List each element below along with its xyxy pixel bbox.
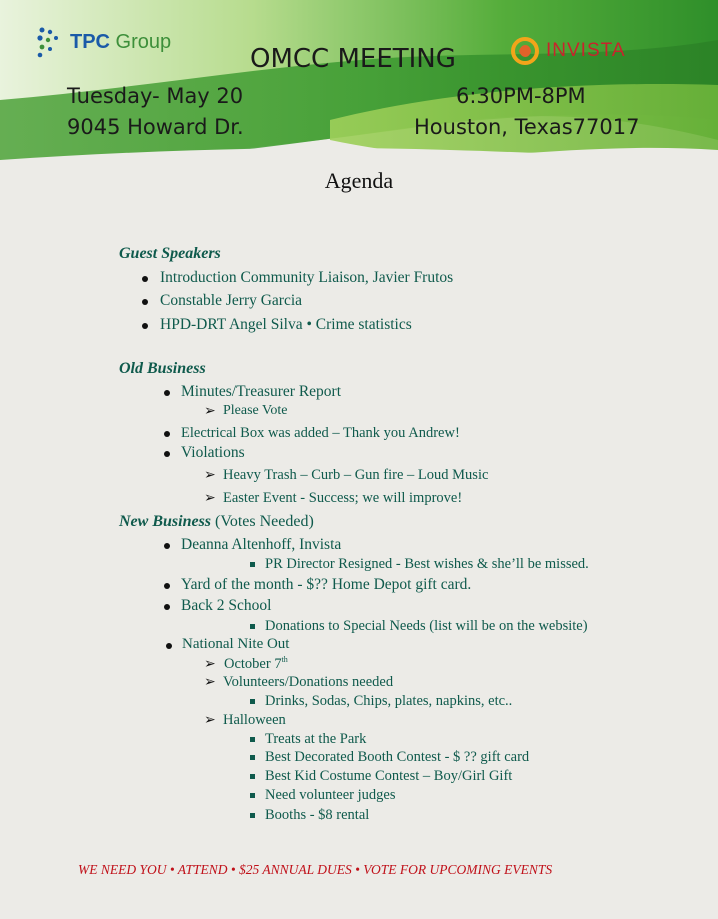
halloween-item-5: Booths - $8 rental [265,807,370,823]
old-business-item-1: Minutes/Treasurer Report [181,383,342,400]
bullet [142,299,148,305]
square-bullet [250,755,255,760]
old-business-subitem-2: Heavy Trash – Curb – Gun fire – Loud Music [223,467,489,483]
new-business-item-4: National Nite Out [182,636,290,652]
new-business-heading: New Business [119,513,212,530]
nite-out-volunteers: Volunteers/Donations needed [223,674,394,690]
tpc-logo-text: Group [110,30,172,53]
square-bullet [250,774,255,779]
arrow-bullet-icon: ➢ [204,712,216,728]
arrow-bullet-icon: ➢ [204,403,216,419]
meeting-address: 9045 Howard Dr. [67,115,244,139]
new-business-subitem-1: PR Director Resigned - Best wishes & she’ll be missed. [265,556,589,572]
meeting-title: OMCC MEETING [250,44,456,74]
square-bullet [250,562,255,567]
bullet [164,543,170,549]
guest-speaker-2: Constable Jerry Garcia [160,292,303,309]
bullet [164,451,170,457]
section-old-business: Old Business [119,360,206,377]
nite-out-supplies: Drinks, Sodas, Chips, plates, napkins, etc.. [265,693,513,709]
old-business-item-2: Electrical Box was added – Thank you Andrew! [181,425,460,441]
new-business-item-3: Back 2 School [181,597,272,614]
arrow-bullet-icon: ➢ [204,490,216,506]
square-bullet [250,699,255,704]
arrow-bullet-icon: ➢ [204,674,216,690]
nite-out-date-text: October 7 [224,655,282,672]
old-business-subitem-3: Easter Event - Success; we will improve! [223,490,463,506]
halloween-item-4: Need volunteer judges [265,787,396,803]
new-business-item-2: Yard of the month - $?? Home Depot gift card. [181,576,472,593]
bullet [142,323,148,329]
new-business-subitem-2: Donations to Special Needs (list will be on the website) [265,618,588,634]
invista-logo [510,36,626,66]
meeting-city: Houston, Texas77017 [414,115,640,139]
bullet [164,431,170,437]
old-business-subitem-1: Please Vote [223,403,288,418]
invista-logo-text: INVISTA [546,40,626,61]
halloween-item-2: Best Decorated Booth Contest - $ ?? gift card [265,749,530,765]
bullet [166,643,172,649]
nite-out-date [224,655,288,673]
old-business-item-3: Violations [181,444,245,461]
square-bullet [250,813,255,818]
tpc-logo-text-bold: TPC [70,30,110,53]
footer-call-to-action: WE NEED YOU • ATTEND • $25 ANNUAL DUES • VOTE FOR UPCOMING EVENTS [78,862,553,877]
halloween-heading: Halloween [223,712,286,728]
bullet [164,583,170,589]
invista-swirl-icon [510,36,540,66]
section-guest-speakers: Guest Speakers [119,245,221,262]
bullet [164,390,170,396]
square-bullet [250,737,255,742]
tpc-dots-icon [36,26,62,58]
meeting-date: Tuesday- May 20 [67,84,244,108]
agenda-heading: Agenda [324,168,394,193]
arrow-bullet-icon: ➢ [204,656,216,672]
square-bullet [250,793,255,798]
halloween-item-3: Best Kid Costume Contest – Boy/Girl Gift [265,768,513,784]
section-new-business [119,513,314,531]
ordinal-suffix: th [281,655,288,664]
new-business-note: (Votes Needed) [211,513,314,530]
tpc-group-logo [36,26,171,58]
bullet [164,604,170,610]
halloween-item-1: Treats at the Park [265,731,367,747]
meeting-time: 6:30PM-8PM [456,84,586,108]
guest-speaker-1: Introduction Community Liaison, Javier Frutos [160,269,454,286]
bullet [142,276,148,282]
new-business-item-1: Deanna Altenhoff, Invista [181,536,342,553]
guest-speaker-3: HPD-DRT Angel Silva • Crime statistics [160,316,412,333]
square-bullet [250,624,255,629]
arrow-bullet-icon: ➢ [204,467,216,483]
